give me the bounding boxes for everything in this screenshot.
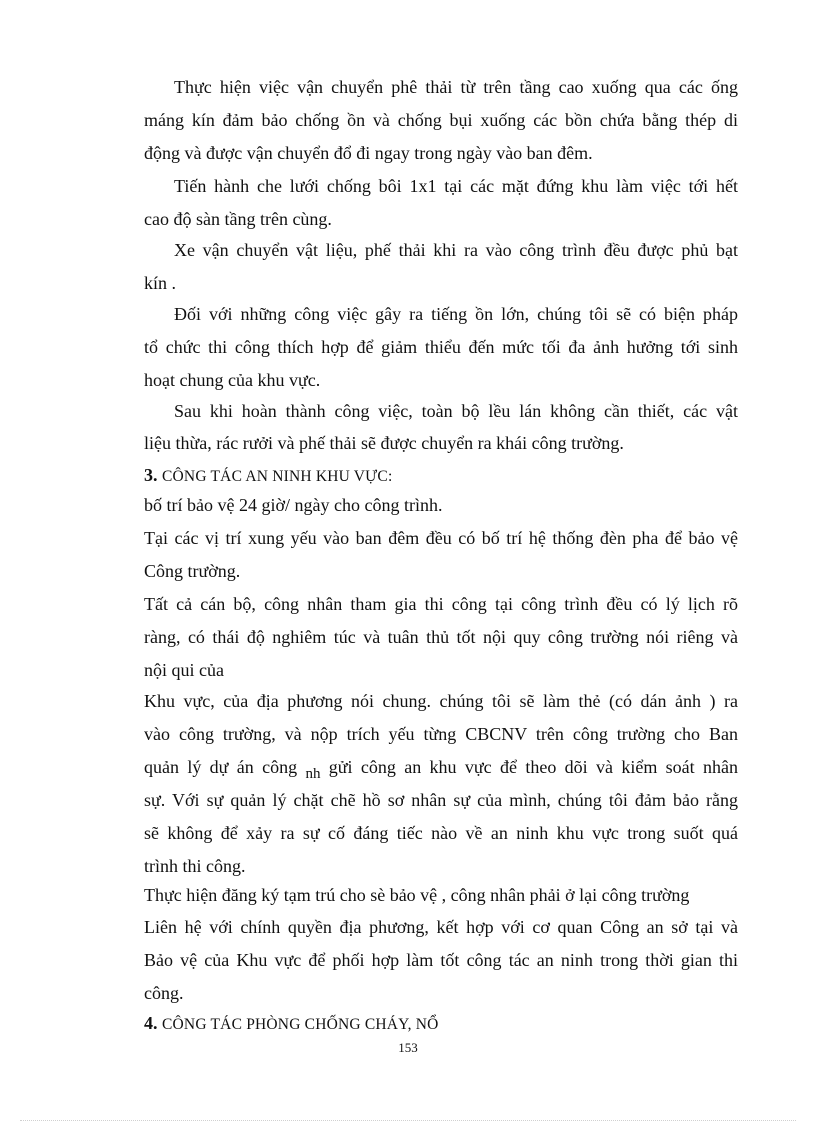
- paragraph-line: tổ chức thi công thích hợp để giảm thiểu đến mức tối đa ảnh hưởng tới sinh: [144, 337, 738, 357]
- paragraph-line: sẽ không để xảy ra sự cố đáng tiếc nào về an ninh khu vực trong suốt quá: [144, 823, 738, 843]
- paragraph-line: Thực hiện đăng ký tạm trú cho sè bảo vệ , công nhân phải ở lại công trường: [144, 885, 690, 905]
- paragraph-line: cao độ sàn tầng trên cùng.: [144, 209, 332, 229]
- line-part: quản lý dự án công: [144, 757, 298, 777]
- paragraph-line: Sau khi hoàn thành công việc, toàn bộ lều lán không cần thiết, các vật: [174, 401, 738, 421]
- paragraph-line: Công trường.: [144, 561, 241, 581]
- paragraph-line: Liên hệ với chính quyền địa phương, kết hợp với cơ quan Công an sở tại và: [144, 917, 738, 937]
- paragraph-line: Đối với những công việc gây ra tiếng ồn lớn, chúng tôi sẽ có biện pháp: [174, 304, 738, 324]
- heading-number: 3.: [144, 465, 158, 485]
- paragraph-line: sự. Với sự quản lý chặt chẽ hồ sơ nhân sự của mình, chúng tôi đảm bảo rằng: [144, 790, 738, 810]
- page-bottom-divider: [20, 1120, 796, 1121]
- paragraph-line: hoạt chung của khu vực.: [144, 370, 321, 390]
- paragraph-line: nội qui của: [144, 660, 224, 680]
- paragraph-line: trình thi công.: [144, 856, 246, 876]
- paragraph-line: Thực hiện việc vận chuyển phê thải từ trên tầng cao xuống qua các ống: [174, 77, 738, 97]
- paragraph-line: ràng, có thái độ nghiêm túc và tuân thủ tốt nội quy công trường nói riêng và: [144, 627, 738, 647]
- heading-text: CÔNG TÁC AN NINH KHU VỰC:: [162, 468, 393, 485]
- line-part: gửi công an khu vực để theo dõi và kiểm soát nhân: [328, 757, 738, 777]
- section-heading-4: [144, 1013, 738, 1035]
- page-number: 153: [398, 1040, 418, 1055]
- paragraph-line: động và được vận chuyển đổ đi ngay trong ngày vào ban đêm.: [144, 143, 593, 163]
- paragraph-line: Tất cả cán bộ, công nhân tham gia thi công tại công trình đều có lý lịch rõ: [144, 594, 738, 614]
- paragraph-line: vào công trường, và nộp trích yếu từng CBCNV trên công trường cho Ban: [144, 724, 738, 744]
- paragraph-line: Tại các vị trí xung yếu vào ban đêm đều có bố trí hệ thống đèn pha để bảo vệ: [144, 528, 738, 548]
- heading-text: CÔNG TÁC PHÒNG CHỐNG CHÁY, NỔ: [162, 1016, 439, 1033]
- line-part: nh: [305, 766, 321, 782]
- paragraph-line: bố trí bảo vệ 24 giờ/ ngày cho công trình.: [144, 495, 443, 515]
- section-heading-3: [144, 465, 738, 487]
- paragraph-line: liệu thừa, rác rưởi và phế thải sẽ được chuyển ra khái công trường.: [144, 433, 624, 453]
- heading-number: 4.: [144, 1013, 158, 1033]
- paragraph-line: máng kín đảm bảo chống ồn và chống bụi xuống các bồn chứa bằng thép di: [144, 110, 738, 130]
- paragraph-line: công.: [144, 983, 184, 1003]
- paragraph-line: Bảo vệ của Khu vực để phối hợp làm tốt công tác an ninh trong thời gian thi: [144, 950, 738, 970]
- paragraph-line: kín .: [144, 273, 177, 293]
- paragraph-line: Xe vận chuyển vật liệu, phế thải khi ra vào công trình đều được phủ bạt: [174, 240, 738, 260]
- paragraph-line: Khu vực, của địa phương nói chung. chúng tôi sẽ làm thẻ (có dán ảnh ) ra: [144, 691, 738, 711]
- paragraph-line: Tiến hành che lưới chống bôi 1x1 tại các mặt đứng khu làm việc tới hết: [174, 176, 738, 196]
- paragraph-line: [144, 757, 738, 782]
